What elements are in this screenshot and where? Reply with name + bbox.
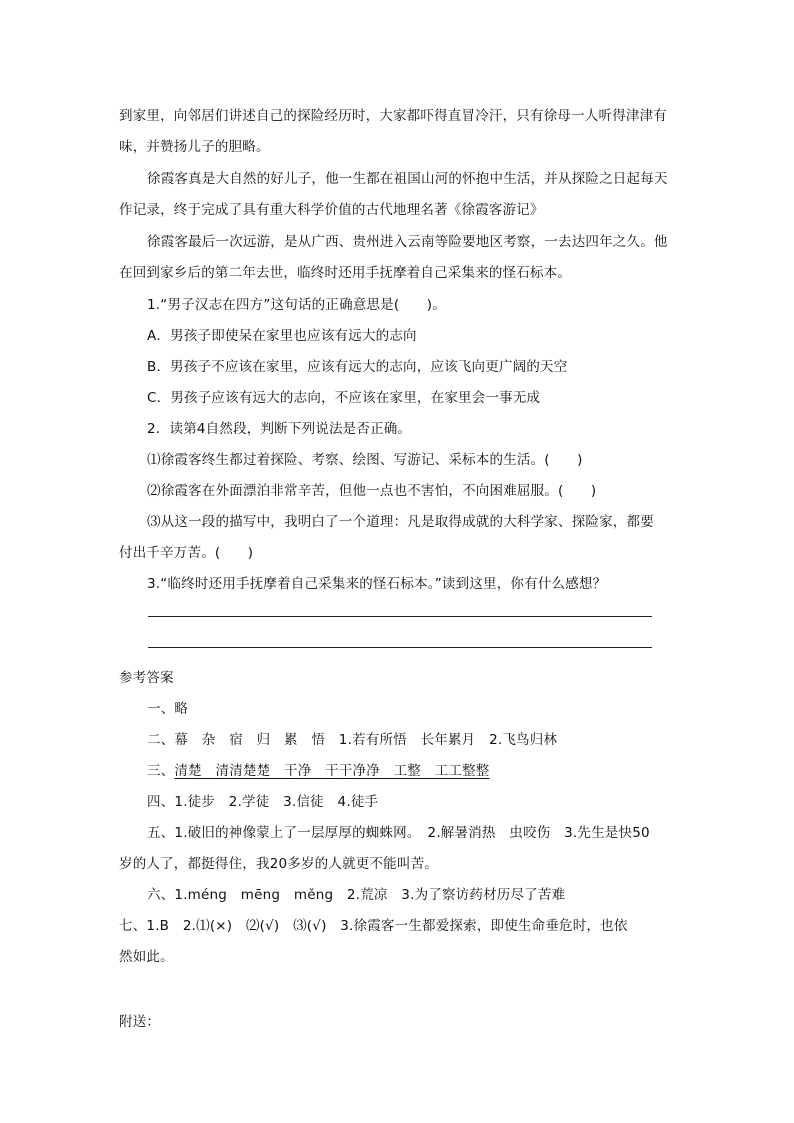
answer-7: 七、1.B 2.⑴(×) ⑵(√) ⑶(√) 3.徐霞客一生都爱探索，即使生命垂危时，也依 — [119, 918, 628, 934]
attached-label: 附送： — [119, 1014, 161, 1030]
statement-3-cont: 付出千辛万苦。( ) — [119, 545, 254, 561]
answer-6: 六、1.méng mēng měng 2.荒凉 3.为了察访药材历尽了苦难 — [147, 887, 566, 903]
answer-4: 四、1.徒步 2.学徒 3.信徒 4.徒手 — [147, 794, 379, 810]
passage-line: 味，并赞扬儿子的胆略。 — [119, 139, 270, 155]
passage-line: 到家里，向邻居们讲述自己的探险经历时，大家都吓得直冒冷汗，只有徐母一人听得津津有 — [119, 108, 667, 124]
passage-line: 在回到家乡后的第二年去世，临终时还用手抚摩着自己采集来的怪石标本。 — [119, 265, 572, 281]
answer-5-cont: 岁的人了，都挺得住，我20多岁的人就更不能叫苦。 — [119, 856, 438, 872]
question-1: 1.“男子汉志在四方”这句话的正确意思是( )。 — [147, 297, 446, 313]
answer-3-body: 清楚 清清楚楚 干净 干干净净 工整 工工整整 — [174, 763, 490, 779]
answer-1: 一、略 — [147, 701, 189, 717]
option-c: C．男孩子应该有远大的志向，不应该在家里，在家里会一事无成 — [147, 390, 541, 406]
question-3: 3.“临终时还用手抚摩着自己采集来的怪石标本。”读到这里，你有什么感想？ — [147, 576, 607, 592]
answer-line[interactable] — [148, 616, 652, 617]
passage-line: 作记录，终于完成了具有重大科学价值的古代地理名著《徐霞客游记》 — [119, 202, 544, 218]
answer-3 — [147, 759, 490, 779]
answers-heading: 参考答案 — [119, 670, 174, 686]
answer-line[interactable] — [148, 647, 652, 648]
passage-line: 徐霞客真是大自然的好儿子，他一生都在祖国山河的怀抱中生活，并从探险之日起每天 — [147, 171, 668, 187]
answer-7-cont: 然如此。 — [119, 949, 174, 965]
answer-2: 二、幕 杂 宿 归 累 悟 1.若有所悟 长年累月 2.飞鸟归林 — [147, 732, 558, 748]
option-b: B．男孩子不应该在家里，应该有远大的志向，应该飞向更广阔的天空 — [147, 359, 568, 375]
answer-5: 五、1.破旧的神像蒙上了一层厚厚的蜘蛛网。 2.解暑消热 虫咬伤 3.先生是快50 — [147, 825, 650, 841]
statement-3: ⑶从这一段的描写中，我明白了一个道理：凡是取得成就的大科学家、探险家，都要 — [147, 514, 654, 530]
statement-2: ⑵徐霞客在外面漂泊非常辛苦，但他一点也不害怕，不向困难屈服。( ) — [147, 483, 597, 499]
answer-3-prefix: 三、 — [147, 763, 175, 779]
option-a: A．男孩子即使呆在家里也应该有远大的志向 — [147, 328, 417, 344]
statement-1: ⑴徐霞客终生都过着探险、考察、绘图、写游记、采标本的生活。( ) — [147, 452, 583, 468]
question-2: 2．读第4自然段，判断下列说法是否正确。 — [147, 421, 412, 437]
passage-line: 徐霞客最后一次远游，是从广西、贵州进入云南等险要地区考察，一去达四年之久。他 — [147, 234, 668, 250]
